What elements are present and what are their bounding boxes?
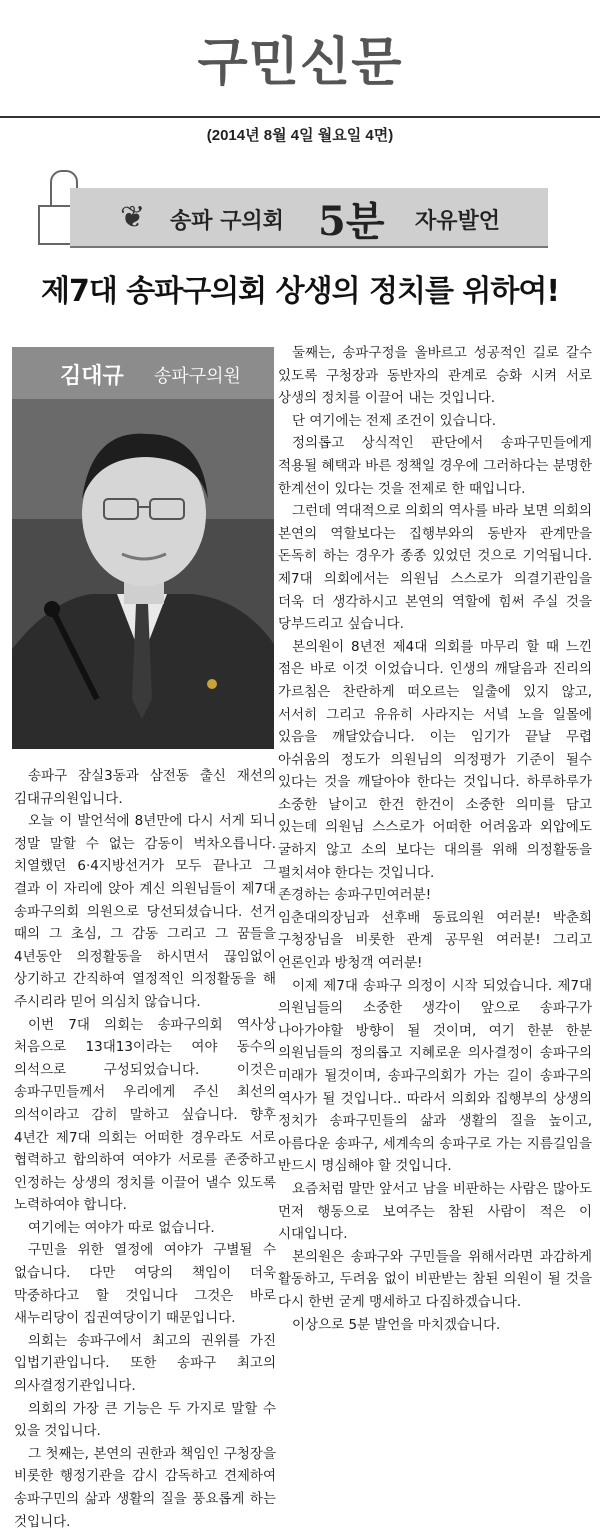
byline-name: 김대규: [60, 364, 124, 389]
paragraph: 둘째는, 송파구정을 올바르고 성공적인 길로 갈수 있도록 구청장과 동반자의 관계로 승화 시켜 서로 상생의 정치를 이끌어 내는 것입니다.: [278, 345, 592, 407]
portrait-photo: [12, 399, 274, 749]
paragraph: 본의원이 8년전 제4대 의회를 마무리 할 때 느낀 점은 바로 이것 이었습니다. 인생의 깨달음과 진리의 가르침은 찬란하게 떠오르는 일출에 있지 않고, 서서히 그리고 유유히 사라지는 서녘 노을 일몰에 있음을 깨달았습니다. 이는 임기가 끝날 무렵 아쉬움의 정도가 의원님의 의정평가 기준이 될수 있다는 것을 깨달아야 한다는 것입니다. 하루하루가 소중한 날이고 한건 한건이 소중한 의미를 담고 있는데 의원님 스스로가 어떠한 어려움과 외압에도 굴하지 않고 소의 보다는 대의를 위해 의정활동을 펼치셔야 한다는 것입니다.: [278, 638, 592, 881]
banner-five-minutes: 5분: [318, 198, 385, 245]
paragraph: 이제 제7대 송파구 의정이 시작 되었습니다. 제7대 의원님들의 소중한 생각이 앞으로 송파구가 나아가야할 방향이 될 것이며, 여기 한분 한분 의원님들의 정의롭고 지혜로운 의사결정이 송파구의 미래가 될것이며, 송파구의회가 가는 길이 송파구의 역사가 될 것입니다.. 따라서 의회와 집행부의 상생의 정치가 송파구민들의 삶과 생활의 질을 높이고, 아름다운 송파구, 세계속의 송파구로 가는 지름길임을 반드시 명심해야 할 것입니다.: [278, 977, 592, 1175]
paragraph: 이번 7대 의회는 송파구의회 역사상 처음으로 13대13이라는 여야 동수의 의석으로 구성되었습니다. 이것은 송파구민들께서 우리에게 주신 최선의 의석이라고 감히 말하고 싶습니다. 향후 4년간 제7대 의회는 어떠한 경우라도 서로 협력하고 합의하여 여야가 서로를 존중하고 인정하는 상생의 정치를 이끌어 낼수 있도록 노력하여야 합니다.: [14, 1016, 276, 1214]
paragraph: 그런데 역대적으로 의회의 역사를 바라 보면 의회의 본연의 역할보다는 집행부와의 동반자 관계만을 돈독히 하는 경우가 종종 있었던 것으로 기억됩니다. 제7대 의회에서는 의원님 스스로가 의결기관임을 더욱 더 생각하시고 본연의 역할에 힘써 주실 것을 당부드리고 싶습니다.: [278, 503, 592, 633]
paragraph: 정의롭고 상식적인 판단에서 송파구민들에게 적용될 혜택과 바른 정책일 경우에 그러하다는 분명한 한계선이 있다는 것을 전제로 한 때입니다.: [278, 435, 592, 497]
banner-council: 송파 구의회: [170, 209, 284, 234]
byline-title: 송파구의원: [154, 366, 241, 387]
notepad-icon: [38, 205, 74, 245]
paragraph: 존경하는 송파구민여러분!: [278, 887, 432, 904]
article-column-left: [14, 765, 276, 1533]
newspaper-logo: 구민신문: [197, 32, 403, 93]
banner-free-speech: 자유발언: [415, 209, 501, 234]
masthead: [0, 0, 600, 100]
paragraph: 구민을 위한 열정에 여야가 구별될 수 없습니다. 다만 여당의 책임이 더욱 막중하다고 할 것입니다 그것은 바로 새누리당이 집권여당이기 때문입니다.: [14, 1242, 276, 1327]
paragraph: 여기에는 여야가 따로 없습니다.: [28, 1219, 215, 1236]
headline: 제7대 송파구의회 상생의 정치를 위하여!: [40, 274, 559, 309]
paragraph: 이상으로 5분 발언을 마치겠습니다.: [292, 1316, 501, 1333]
byline-bar: [12, 347, 274, 399]
paragraph: 본의원은 송파구와 구민들을 위해서라면 과감하게 활동하고, 두려움 없이 비판받는 참된 의원이 될 것을 다시 한번 굳게 맹세하고 다짐하겠습니다.: [278, 1248, 592, 1310]
dateline: (2014년 8월 4일 월요일 4면): [206, 127, 394, 144]
paragraph: 오늘 이 발언석에 8년만에 다시 서게 되니 정말 말할 수 없는 감동이 벅차오릅니다. 치열했던 6·4지방선거가 모두 끝나고 그 결과 이 자리에 앉아 계신 의원님들이 제7대 송파구의회 의원으로 당선되셨습니다. 선거 때의 그 초심, 그 감동 그리고 그 꿈들을 4년동안 의정활동을 하시면서 끊임없이 상기하고 간직하여 열정적인 의정활동을 해 주시리라 믿어 의심치 않습니다.: [14, 813, 276, 1010]
article-column-right: [278, 342, 592, 1336]
council-emblem-icon: ❦: [120, 200, 146, 235]
masthead-rule: [0, 116, 600, 118]
paragraph: 임춘대의장님과 선후배 동료의원 여러분! 박춘희 구청장님을 비롯한 관계 공무원 여러분! 그리고 언론인과 방청객 여러분!: [278, 909, 592, 972]
paragraph: 단 여기에는 전제 조건이 있습니다.: [292, 412, 497, 429]
portrait-illustration: [12, 399, 274, 749]
section-banner: [70, 188, 548, 248]
paragraph: 요즘처럼 말만 앞서고 남을 비판하는 사람은 많아도 먼저 행동으로 보여주는 참된 사람이 적은 이 시대입니다.: [278, 1180, 592, 1243]
paragraph: 송파구 잠실3동과 삼전동 출신 재선의 김대규의원입니다.: [14, 768, 276, 807]
paragraph: 의회는 송파구에서 최고의 권위를 가진 입법기관입니다. 또한 송파구 최고의 의사결정기관입니다.: [14, 1332, 276, 1395]
paragraph: 그 첫째는, 본연의 권한과 책임인 구청장을 비롯한 행정기관을 감시 감독하고 견제하여 송파구민의 삶과 생활의 질을 풍요롭게 하는 것입니다.: [14, 1445, 276, 1530]
paragraph: 의회의 가장 큰 기능은 두 가지로 말할 수 있을 것입니다.: [14, 1400, 276, 1440]
